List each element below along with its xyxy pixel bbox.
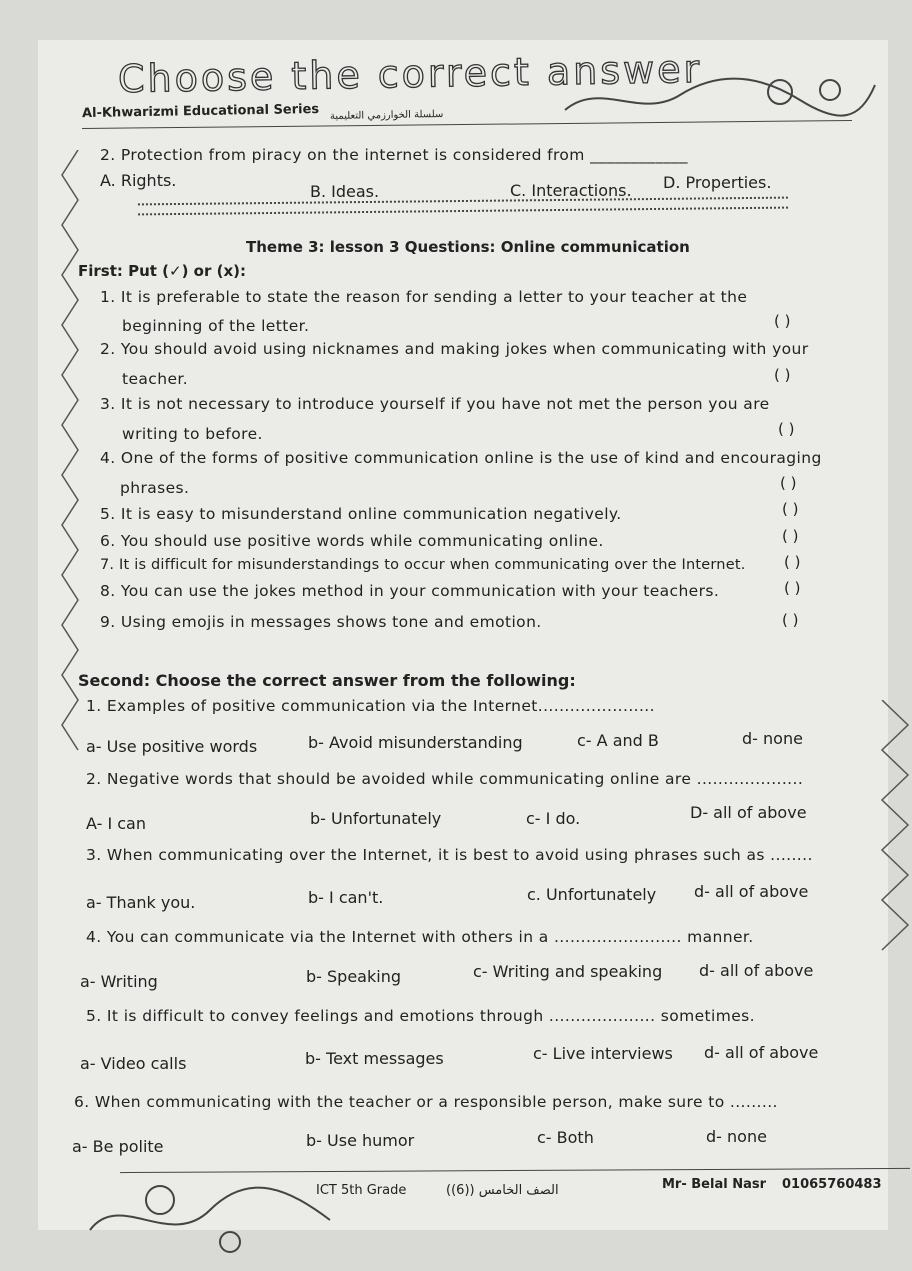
first-item-6-bracket[interactable]: ( ) [782, 527, 799, 545]
second-q5-option-b[interactable]: b- Text messages [305, 1049, 444, 1068]
first-item-4-bracket[interactable]: ( ) [780, 474, 797, 492]
top-option-b: B. Ideas. [310, 182, 380, 201]
second-q5-option-a[interactable]: a- Video calls [80, 1054, 187, 1073]
section-title: Theme 3: lesson 3 Questions: Online communication [246, 238, 690, 256]
second-q5-option-d[interactable]: d- all of above [704, 1043, 819, 1062]
second-q6-option-a[interactable]: a- Be polite [72, 1137, 164, 1156]
first-heading: First: Put (✓) or (x): [78, 262, 246, 280]
top-question-text: 2. Protection from piracy on the internet is considered from ____________ [100, 146, 688, 164]
first-item-4-line1: 4. One of the forms of positive communication online is the use of kind and encouraging [100, 449, 822, 467]
second-q4-option-d[interactable]: d- all of above [699, 961, 814, 980]
second-q1-option-b[interactable]: b- Avoid misunderstanding [308, 733, 523, 752]
first-item-8-bracket[interactable]: ( ) [784, 579, 801, 597]
second-q3-option-a[interactable]: a- Thank you. [86, 893, 196, 912]
decorative-border-right [880, 700, 912, 960]
second-q3-option-b[interactable]: b- I can't. [308, 888, 384, 907]
first-item-9-bracket[interactable]: ( ) [782, 611, 799, 629]
first-item-1-bracket[interactable]: ( ) [774, 312, 791, 330]
second-q5-text: 5. It is difficult to convey feelings and emotions through .................... sometimes. [86, 1007, 755, 1025]
second-q2-option-b[interactable]: b- Unfortunately [310, 809, 442, 828]
second-q1-option-c[interactable]: c- A and B [577, 731, 659, 750]
arabic-series-line: سلسلة الخوارزمي التعليمية [329, 109, 444, 122]
first-item-3-line2: writing to before. [122, 425, 263, 443]
second-q4-option-c[interactable]: c- Writing and speaking [473, 962, 663, 981]
top-option-a: A. Rights. [100, 171, 177, 190]
second-q1-option-a[interactable]: a- Use positive words [86, 737, 258, 756]
first-item-3-bracket[interactable]: ( ) [778, 420, 795, 438]
second-q5-option-c[interactable]: c- Live interviews [533, 1044, 673, 1063]
footer-teacher: Mr- Belal Nasr [662, 1177, 767, 1192]
top-option-c: C. Interactions. [510, 181, 632, 200]
first-item-1-line2: beginning of the letter. [122, 317, 310, 335]
second-q4-option-b[interactable]: b- Speaking [306, 967, 401, 986]
second-q3-option-d[interactable]: d- all of above [694, 882, 809, 901]
second-q1-option-d[interactable]: d- none [742, 729, 803, 748]
first-item-4-line2: phrases. [120, 479, 190, 497]
footer-grade: ICT 5th Grade [316, 1183, 407, 1198]
first-item-9: 9. Using emojis in messages shows tone and emotion. [100, 613, 542, 631]
footer-arabic-unit: الصف الخامس ((6)) [446, 1183, 559, 1198]
first-item-7: 7. It is difficult for misunderstandings to occur when communicating over the Internet. [100, 557, 746, 573]
second-q4-text: 4. You can communicate via the Internet with others in a ........................ manner. [86, 928, 754, 946]
decorative-swirl-bottom [80, 1170, 340, 1260]
second-q6-option-b[interactable]: b- Use humor [306, 1131, 415, 1150]
first-item-3-line1: 3. It is not necessary to introduce yourself if you have not met the person you are [100, 395, 770, 413]
first-item-2-line2: teacher. [122, 370, 189, 388]
second-q3-text: 3. When communicating over the Internet, it is best to avoid using phrases such as ........ [86, 846, 813, 864]
second-q1-text: 1. Examples of positive communication via the Internet...................... [86, 697, 655, 715]
second-q2-option-d[interactable]: D- all of above [690, 803, 807, 822]
footer-phone: 01065760483 [782, 1177, 882, 1192]
first-item-5-bracket[interactable]: ( ) [782, 500, 799, 518]
first-item-2-bracket[interactable]: ( ) [774, 366, 791, 384]
series-name: Al-Khwarizmi Educational Series [81, 101, 320, 122]
top-option-d: D. Properties. [663, 173, 772, 192]
first-item-5: 5. It is easy to misunderstand online communication negatively. [100, 505, 622, 523]
second-q6-option-c[interactable]: c- Both [537, 1128, 594, 1147]
second-q3-option-c[interactable]: c. Unfortunately [527, 885, 657, 904]
first-item-6: 6. You should use positive words while communicating online. [100, 532, 604, 550]
second-q2-option-c[interactable]: c- I do. [526, 809, 581, 828]
first-item-7-bracket[interactable]: ( ) [784, 553, 801, 571]
second-q6-option-d[interactable]: d- none [706, 1127, 767, 1146]
second-q2-option-a[interactable]: A- I can [86, 814, 146, 833]
second-q6-text: 6. When communicating with the teacher or a responsible person, make sure to ......... [74, 1093, 778, 1111]
handwritten-title: Choose the correct answer [117, 46, 703, 102]
first-item-2-line1: 2. You should avoid using nicknames and making jokes when communicating with your [100, 340, 809, 358]
second-q4-option-a[interactable]: a- Writing [80, 972, 158, 991]
second-q2-text: 2. Negative words that should be avoided while communicating online are .................... [86, 770, 804, 788]
first-item-8: 8. You can use the jokes method in your communication with your teachers. [100, 582, 720, 600]
first-item-1-line1: 1. It is preferable to state the reason for sending a letter to your teacher at the [100, 288, 748, 306]
second-heading: Second: Choose the correct answer from the following: [78, 671, 576, 690]
